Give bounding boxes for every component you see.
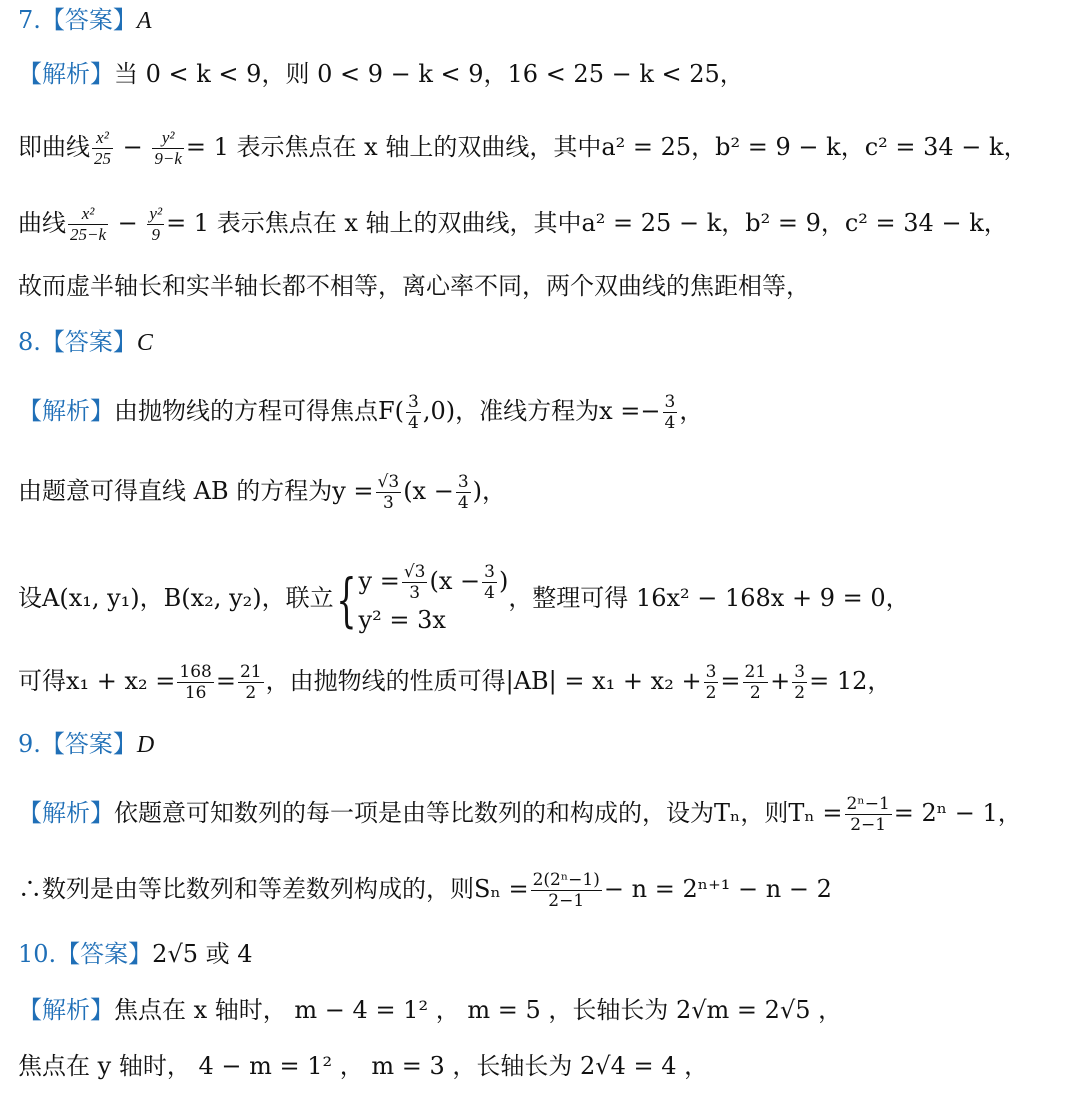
q10-line1-text: 焦点在 x 轴时， m − 4 = 1² ， m = 5 ，长轴长为 2√m = 2√5 ， — [114, 996, 843, 1024]
q8-line2: 由题意可得直线 AB 的方程为y = $\frac{√3}{3}$ (x − $\frac{3}{4}$ )， — [18, 472, 507, 513]
frac-3-2b: $\frac{3}{2}$ — [794, 662, 806, 703]
frac-22n1-21: $\frac{\text{2(2ⁿ−1)}}{2-1}$ — [532, 870, 600, 911]
q8-line1: 【解析】由抛物线的方程可得焦点F( $\frac{3}{4}$ ,0)，准线方程为x =− $\frac{3}{4}$ ， — [18, 392, 704, 433]
equation-system: y = $\frac{√3}{3}$ (x − $\frac{3}{4}$ ) y² = 3x — [358, 562, 509, 634]
frac-y2-9: $\frac{\text{y²}}{9}$ — [149, 204, 163, 244]
frac-x2-25: $\frac{\text{x²}}{25}$ — [94, 128, 111, 168]
q9-header — [18, 728, 154, 761]
q7-line1-text: 当 0 < k < 9，则 0 < 9 − k < 9，16 < 25 − k < 25， — [114, 60, 744, 88]
frac-3-4: $\frac{3}{4}$ — [408, 392, 419, 433]
q7-line1 — [18, 58, 744, 90]
q9-number: 9. — [18, 730, 41, 758]
q8-number: 8. — [18, 328, 41, 356]
frac-168-16: $\frac{168}{16}$ — [179, 662, 212, 703]
q10-line2: 焦点在 y 轴时， 4 − m = 1² ， m = 3 ，长轴长为 2√4 = 4 ， — [18, 1052, 709, 1080]
q7-header — [18, 4, 152, 37]
frac-21-2b: $\frac{21}{2}$ — [744, 662, 767, 703]
q10-answer: 2√5 或 4 — [152, 940, 253, 968]
q10-header — [18, 938, 253, 970]
q10-number: 10. — [18, 940, 57, 968]
brace-icon: { — [335, 565, 357, 634]
q7-line2-pre: 即曲线 — [18, 133, 90, 161]
frac-3-4b: $\frac{3}{4}$ — [664, 392, 676, 433]
frac-3-4d: $\frac{3}{4}$ — [484, 562, 495, 603]
frac-y2-9k: $\frac{\text{y²}}{9-k}$ — [154, 128, 182, 168]
q9-answer: D — [136, 732, 155, 758]
q7-number: 7. — [18, 6, 41, 34]
q9-answer-tag: 【答案】 — [40, 730, 137, 758]
q8-line3: 设A(x₁, y₁)，B(x₂, y₂)，联立{ y = $\frac{√3}{3}$ (x − $\frac{3}{4}$ ) y² = 3x ，整理可得 16x² − 168x + 9 = 0， — [18, 562, 910, 637]
q8-header — [18, 326, 153, 359]
q10-jiexi-tag: 【解析】 — [18, 996, 114, 1024]
q8-answer-tag: 【答案】 — [40, 328, 137, 356]
q9-line2: ∴数列是由等比数列和等差数列构成的，则Sₙ = $\frac{\text{2(2ⁿ−1)}}{2-1}$ − n = 2ⁿ⁺¹ − n − 2 — [18, 870, 832, 911]
q9-line1: 【解析】依题意可知数列的每一项是由等比数列的和构成的，设为Tₙ，则Tₙ = $\frac{\text{2ⁿ−1}}{2-1}$ = 2ⁿ − 1， — [18, 794, 1022, 835]
frac-sqrt3-3b: $\frac{√3}{3}$ — [403, 562, 426, 603]
q7-line3-pre: 曲线 — [18, 209, 66, 237]
q10-answer-tag: 【答案】 — [56, 940, 153, 968]
q7-line2-post: = 1 表示焦点在 x 轴上的双曲线，其中a² = 25，b² = 9 − k，c² = 34 − k， — [185, 133, 1028, 161]
q8-line4: 可得x₁ + x₂ = $\frac{168}{16}$ = $\frac{21}{2}$ ，由抛物线的性质可得|AB| = x₁ + x₂ + $\frac{3}{2}$ = $\frac{21}{2}$ + $\frac{3}{2}$ = 12， — [18, 662, 892, 703]
q9-jiexi-tag: 【解析】 — [18, 799, 114, 827]
q7-line3: 曲线 $\frac{\text{x²}}{25-k}$ − $\frac{\text{y²}}{9}$ = 1 表示焦点在 x 轴上的双曲线，其中a² = 25 − k，b² = 9，c² = 34 − k， — [18, 204, 1008, 244]
q10-line1 — [18, 994, 842, 1026]
q8-answer: C — [136, 330, 153, 356]
q7-line4: 故而虚半轴长和实半轴长都不相等，离心率不同，两个双曲线的焦距相等， — [18, 272, 810, 300]
q7-answer-tag: 【答案】 — [40, 6, 137, 34]
frac-x2-25k: $\frac{\text{x²}}{25-k}$ — [70, 204, 107, 244]
q7-jiexi-tag: 【解析】 — [18, 60, 114, 88]
q8-jiexi-tag: 【解析】 — [18, 397, 114, 425]
q7-line2: 即曲线 $\frac{\text{x²}}{25}$ − $\frac{\text{y²}}{9-k}$ = 1 表示焦点在 x 轴上的双曲线，其中a² = 25，b² = 9 − k，c² = 34 − k， — [18, 128, 1028, 168]
q7-answer: A — [136, 8, 152, 34]
frac-3-4c: $\frac{3}{4}$ — [457, 472, 469, 513]
frac-3-2: $\frac{3}{2}$ — [705, 662, 717, 703]
q7-line3-post: = 1 表示焦点在 x 轴上的双曲线，其中a² = 25 − k，b² = 9，c² = 34 − k， — [166, 209, 1008, 237]
frac-21-2: $\frac{21}{2}$ — [239, 662, 262, 703]
frac-sqrt3-3: $\frac{√3}{3}$ — [377, 472, 400, 513]
frac-2n1-21: $\frac{\text{2ⁿ−1}}{2-1}$ — [846, 794, 890, 835]
